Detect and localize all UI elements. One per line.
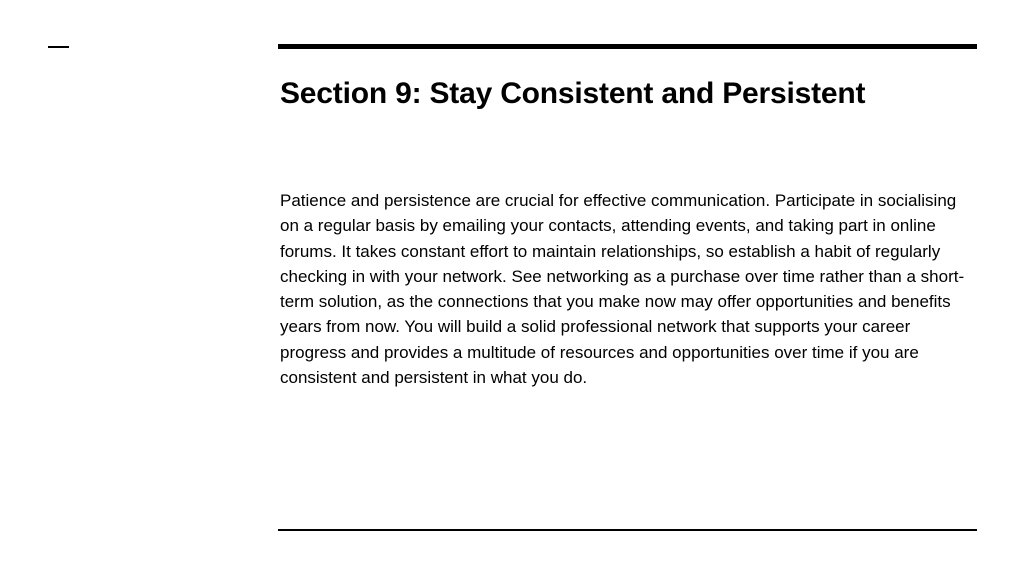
corner-dash-decoration [48,46,69,48]
bottom-divider [278,529,977,531]
top-divider [278,44,977,49]
slide-body-text: Patience and persistence are crucial for effective communication. Participate in socialising on a regular basis by emailing your contacts, attending events, and taking part in online forums. It takes constant effort to maintain relationships, so establish a habit of regularly checking in with your network. See networking as a purchase over time rather than a short-term solution, as the connections that you make now may offer opportunities and benefits years from now. You will build a solid professional network that supports your career progress and provides a multitude of resources and opportunities over time if you are consistent and persistent in what you do. [280,191,965,388]
slide-title: Section 9: Stay Consistent and Persistent [280,77,866,110]
